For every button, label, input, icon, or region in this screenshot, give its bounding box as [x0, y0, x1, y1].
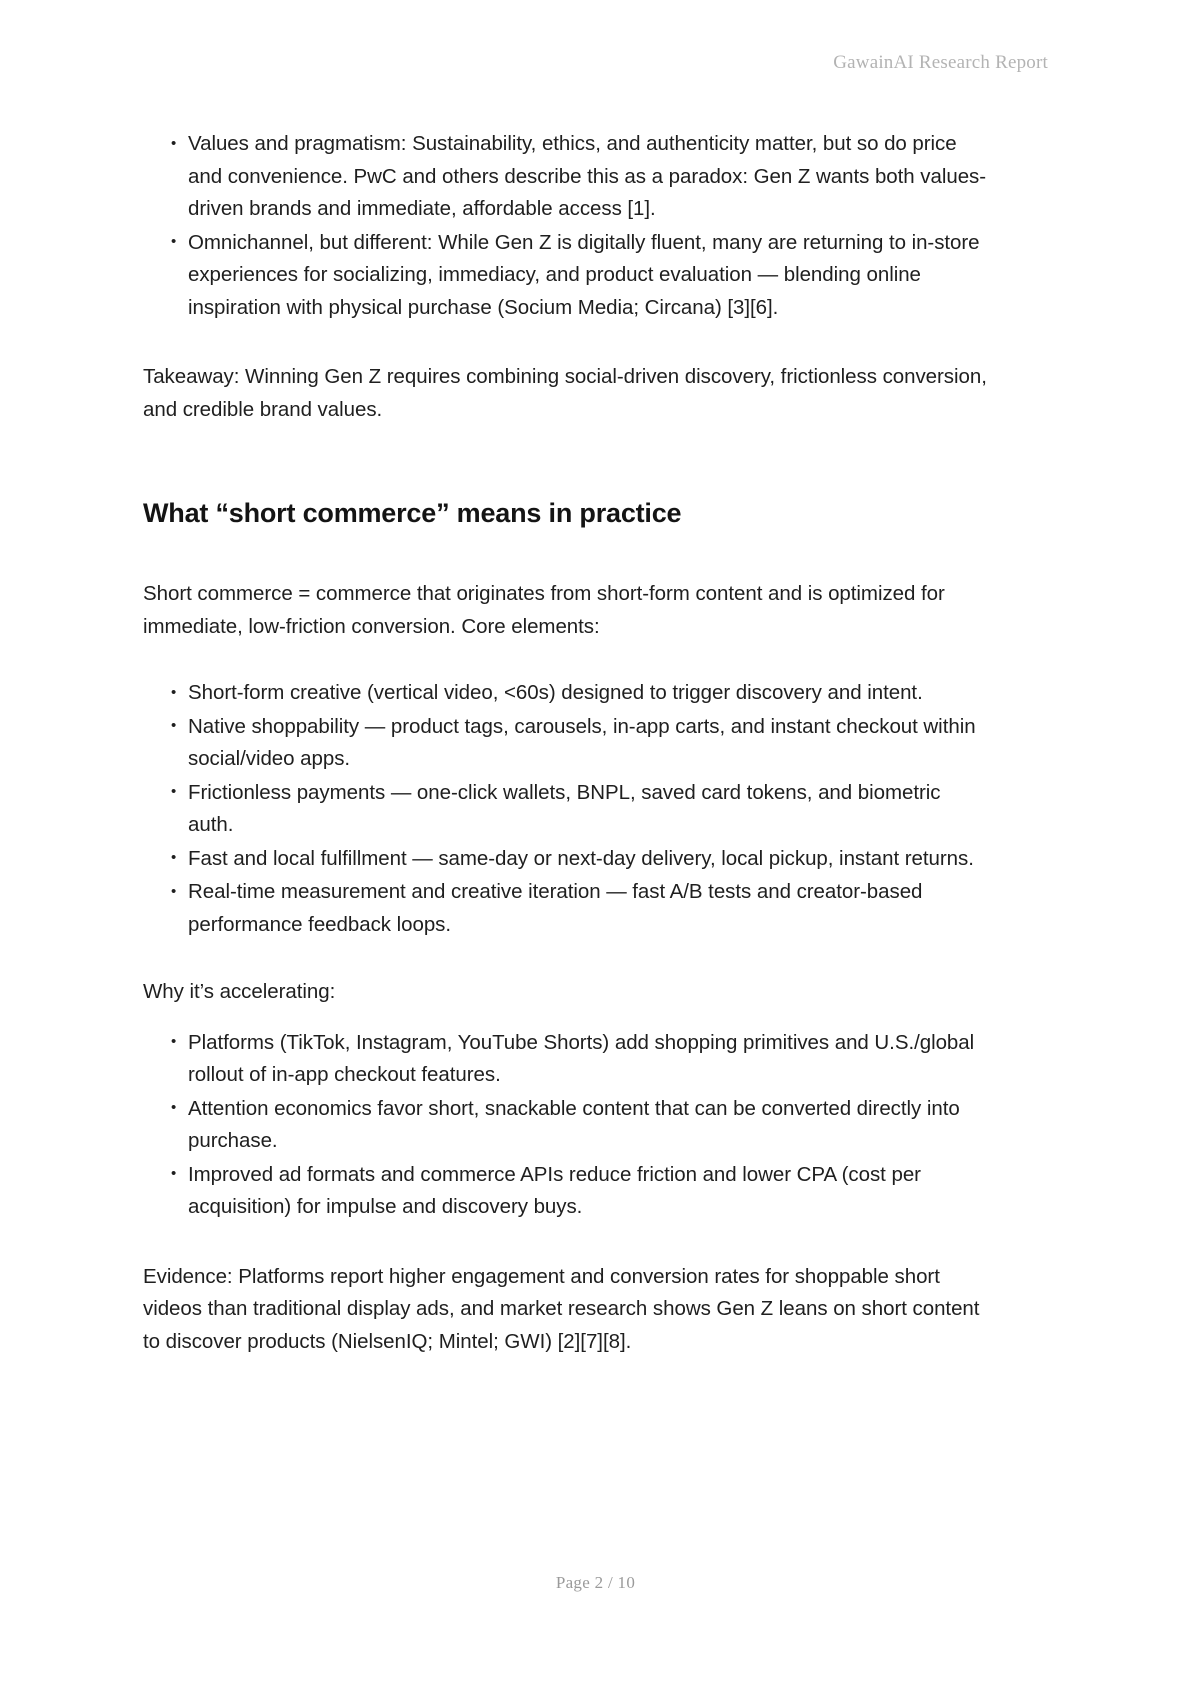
list-item: • Values and pragmatism: Sustainability, ethics, and authenticity matter, but so do price and convenience. PwC and others describe this as a paradox: Gen Z wants both values-driven brands and immediate, affordable access [1]. [143, 128, 988, 226]
page-content [143, 128, 988, 1358]
accelerating-lead: Why it’s accelerating: [143, 980, 336, 1003]
page-footer [0, 1534, 1191, 1684]
spacer [143, 1009, 988, 1027]
list-item: • Attention economics favor short, snackable content that can be converted directly into purchase. [143, 1093, 988, 1158]
spacer [143, 325, 988, 361]
accelerating-bullet-list [143, 1027, 988, 1224]
section-heading: What “short commerce” means in practice [143, 498, 682, 528]
core-elements-list [143, 677, 988, 941]
spacer [143, 1225, 988, 1261]
spacer [143, 942, 988, 976]
top-bullet-list [143, 128, 988, 324]
spacer [143, 530, 988, 578]
list-item: • Real-time measurement and creative iteration — fast A/B tests and creator-based performance feedback loops. [143, 876, 988, 941]
takeaway-paragraph: Takeaway: Winning Gen Z requires combining social-driven discovery, frictionless conversion, and credible brand values. [143, 365, 987, 421]
evidence-paragraph: Evidence: Platforms report higher engagement and conversion rates for shoppable short videos than traditional display ads, and market research shows Gen Z leans on short content to discover products (NielsenIQ; Mintel; GWI) [2][7][8]. [143, 1264, 980, 1353]
list-item: • Native shoppability — product tags, carousels, in-app carts, and instant checkout within social/video apps. [143, 711, 988, 776]
list-item: • Omnichannel, but different: While Gen Z is digitally fluent, many are returning to in-store experiences for socializing, immediacy, and product evaluation — blending online inspiration with physical purchase (Socium Media; Circana) [3][6]. [143, 227, 988, 325]
list-item: • Fast and local fulfillment — same-day or next-day delivery, local pickup, instant returns. [143, 843, 988, 876]
list-item: • Short-form creative (vertical video, <60s) designed to trigger discovery and intent. [143, 677, 988, 710]
list-item: • Frictionless payments — one-click wallets, BNPL, saved card tokens, and biometric auth. [143, 777, 988, 842]
list-item: • Platforms (TikTok, Instagram, YouTube Shorts) add shopping primitives and U.S./global rollout of in-app checkout features. [143, 1027, 988, 1092]
list-item: • Improved ad formats and commerce APIs reduce friction and lower CPA (cost per acquisition) for impulse and discovery buys. [143, 1159, 988, 1224]
page-number: Page 2 / 10 [555, 1573, 636, 1592]
spacer [143, 426, 988, 496]
definition-paragraph: Short commerce = commerce that originates from short-form content and is optimized for immediate, low-friction conversion. Core elements: [143, 582, 945, 638]
running-header: GawainAI Research Report [833, 52, 1048, 73]
spacer [143, 643, 988, 677]
